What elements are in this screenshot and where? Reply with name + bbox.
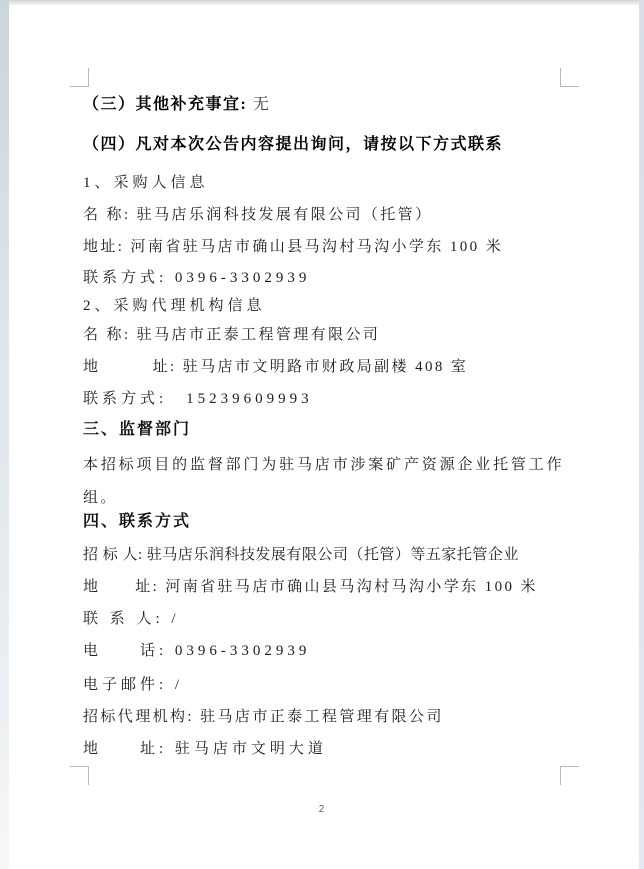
agency-address-row: [83, 356, 468, 378]
contact-row-address: [83, 576, 538, 598]
top-edge-shadow: [0, 0, 644, 5]
document-body: [83, 88, 564, 788]
field-value: /: [171, 611, 180, 627]
right-edge-shadow: [639, 0, 644, 869]
contact-section-heading: 四、联系方式: [83, 513, 192, 530]
field-label: 电子邮件:: [83, 677, 175, 693]
field-value: 0396-3302939: [174, 643, 311, 659]
agency-name-row: [83, 324, 380, 346]
agency-name-value: 驻马店市正泰工程管理有限公司: [136, 327, 381, 343]
agency-contact-value: 15239609993: [186, 391, 313, 407]
field-label: 地 址:: [83, 741, 175, 757]
left-edge-shadow: [0, 0, 9, 869]
margin-mark-top-right: [560, 68, 579, 87]
contact-row-phone: [83, 640, 310, 662]
field-label: 招 标 人:: [83, 547, 147, 563]
purchaser-address-value: 河南省驻马店市确山县马沟村马沟小学东 100 米: [130, 239, 504, 255]
field-value: 河南省驻马店市确山县马沟村马沟小学东 100 米: [165, 579, 538, 595]
agency-contact-row: [83, 388, 313, 410]
purchaser-contact-value: 0396-3302939: [174, 270, 311, 286]
purchaser-name-label: 名 称:: [83, 207, 137, 223]
field-value: /: [174, 677, 184, 693]
purchaser-address-row: [83, 236, 503, 258]
agency-address-label: 地 址:: [83, 359, 183, 375]
contact-row-email: [83, 674, 183, 696]
field-label: 地 址:: [83, 579, 166, 595]
agency-address-value: 驻马店市文明路市财政局副楼 408 室: [182, 359, 469, 375]
purchaser-address-label: 地址:: [83, 239, 131, 255]
agency-contact-label: 联系方式:: [83, 391, 187, 407]
supervision-heading: 三、监督部门: [83, 421, 192, 438]
page-number: 2: [318, 804, 326, 815]
field-label: 联 系 人:: [83, 611, 172, 627]
contact-row-agent: [83, 706, 444, 728]
agency-section-heading: 2、采购代理机构信息: [83, 298, 266, 314]
field-label: 招标代理机构:: [83, 709, 201, 725]
field-value: 驻马店市正泰工程管理有限公司: [200, 709, 444, 725]
margin-mark-top-left: [70, 68, 89, 87]
purchaser-contact-label: 联系方式:: [83, 270, 175, 286]
supplement-heading: [83, 94, 270, 116]
contact-row-agent-address: [83, 738, 327, 760]
field-value: 驻马店市文明大道: [174, 741, 327, 757]
field-label: 电 话:: [83, 643, 175, 659]
supplement-heading-value: 无: [252, 96, 271, 113]
inquiry-heading: （四）凡对本次公告内容提出询问，请按以下方式联系: [83, 136, 504, 153]
contact-row-person: [83, 608, 180, 630]
contact-row-tenderee: [83, 544, 519, 566]
purchaser-section-heading: 1、采购人信息: [83, 175, 209, 191]
purchaser-name-value: 驻马店乐润科技发展有限公司（托管）: [136, 207, 433, 223]
purchaser-name-row: [83, 204, 432, 226]
supplement-heading-label: （三）其他补充事宜:: [83, 96, 253, 113]
purchaser-contact-row: [83, 267, 310, 289]
field-value: 驻马店乐润科技发展有限公司（托管）等五家托管企业: [146, 547, 519, 563]
agency-name-label: 名 称:: [83, 327, 137, 343]
supervision-body: 本招标项目的监督部门为驻马店市涉案矿产资源企业托管工作组。: [83, 457, 564, 506]
